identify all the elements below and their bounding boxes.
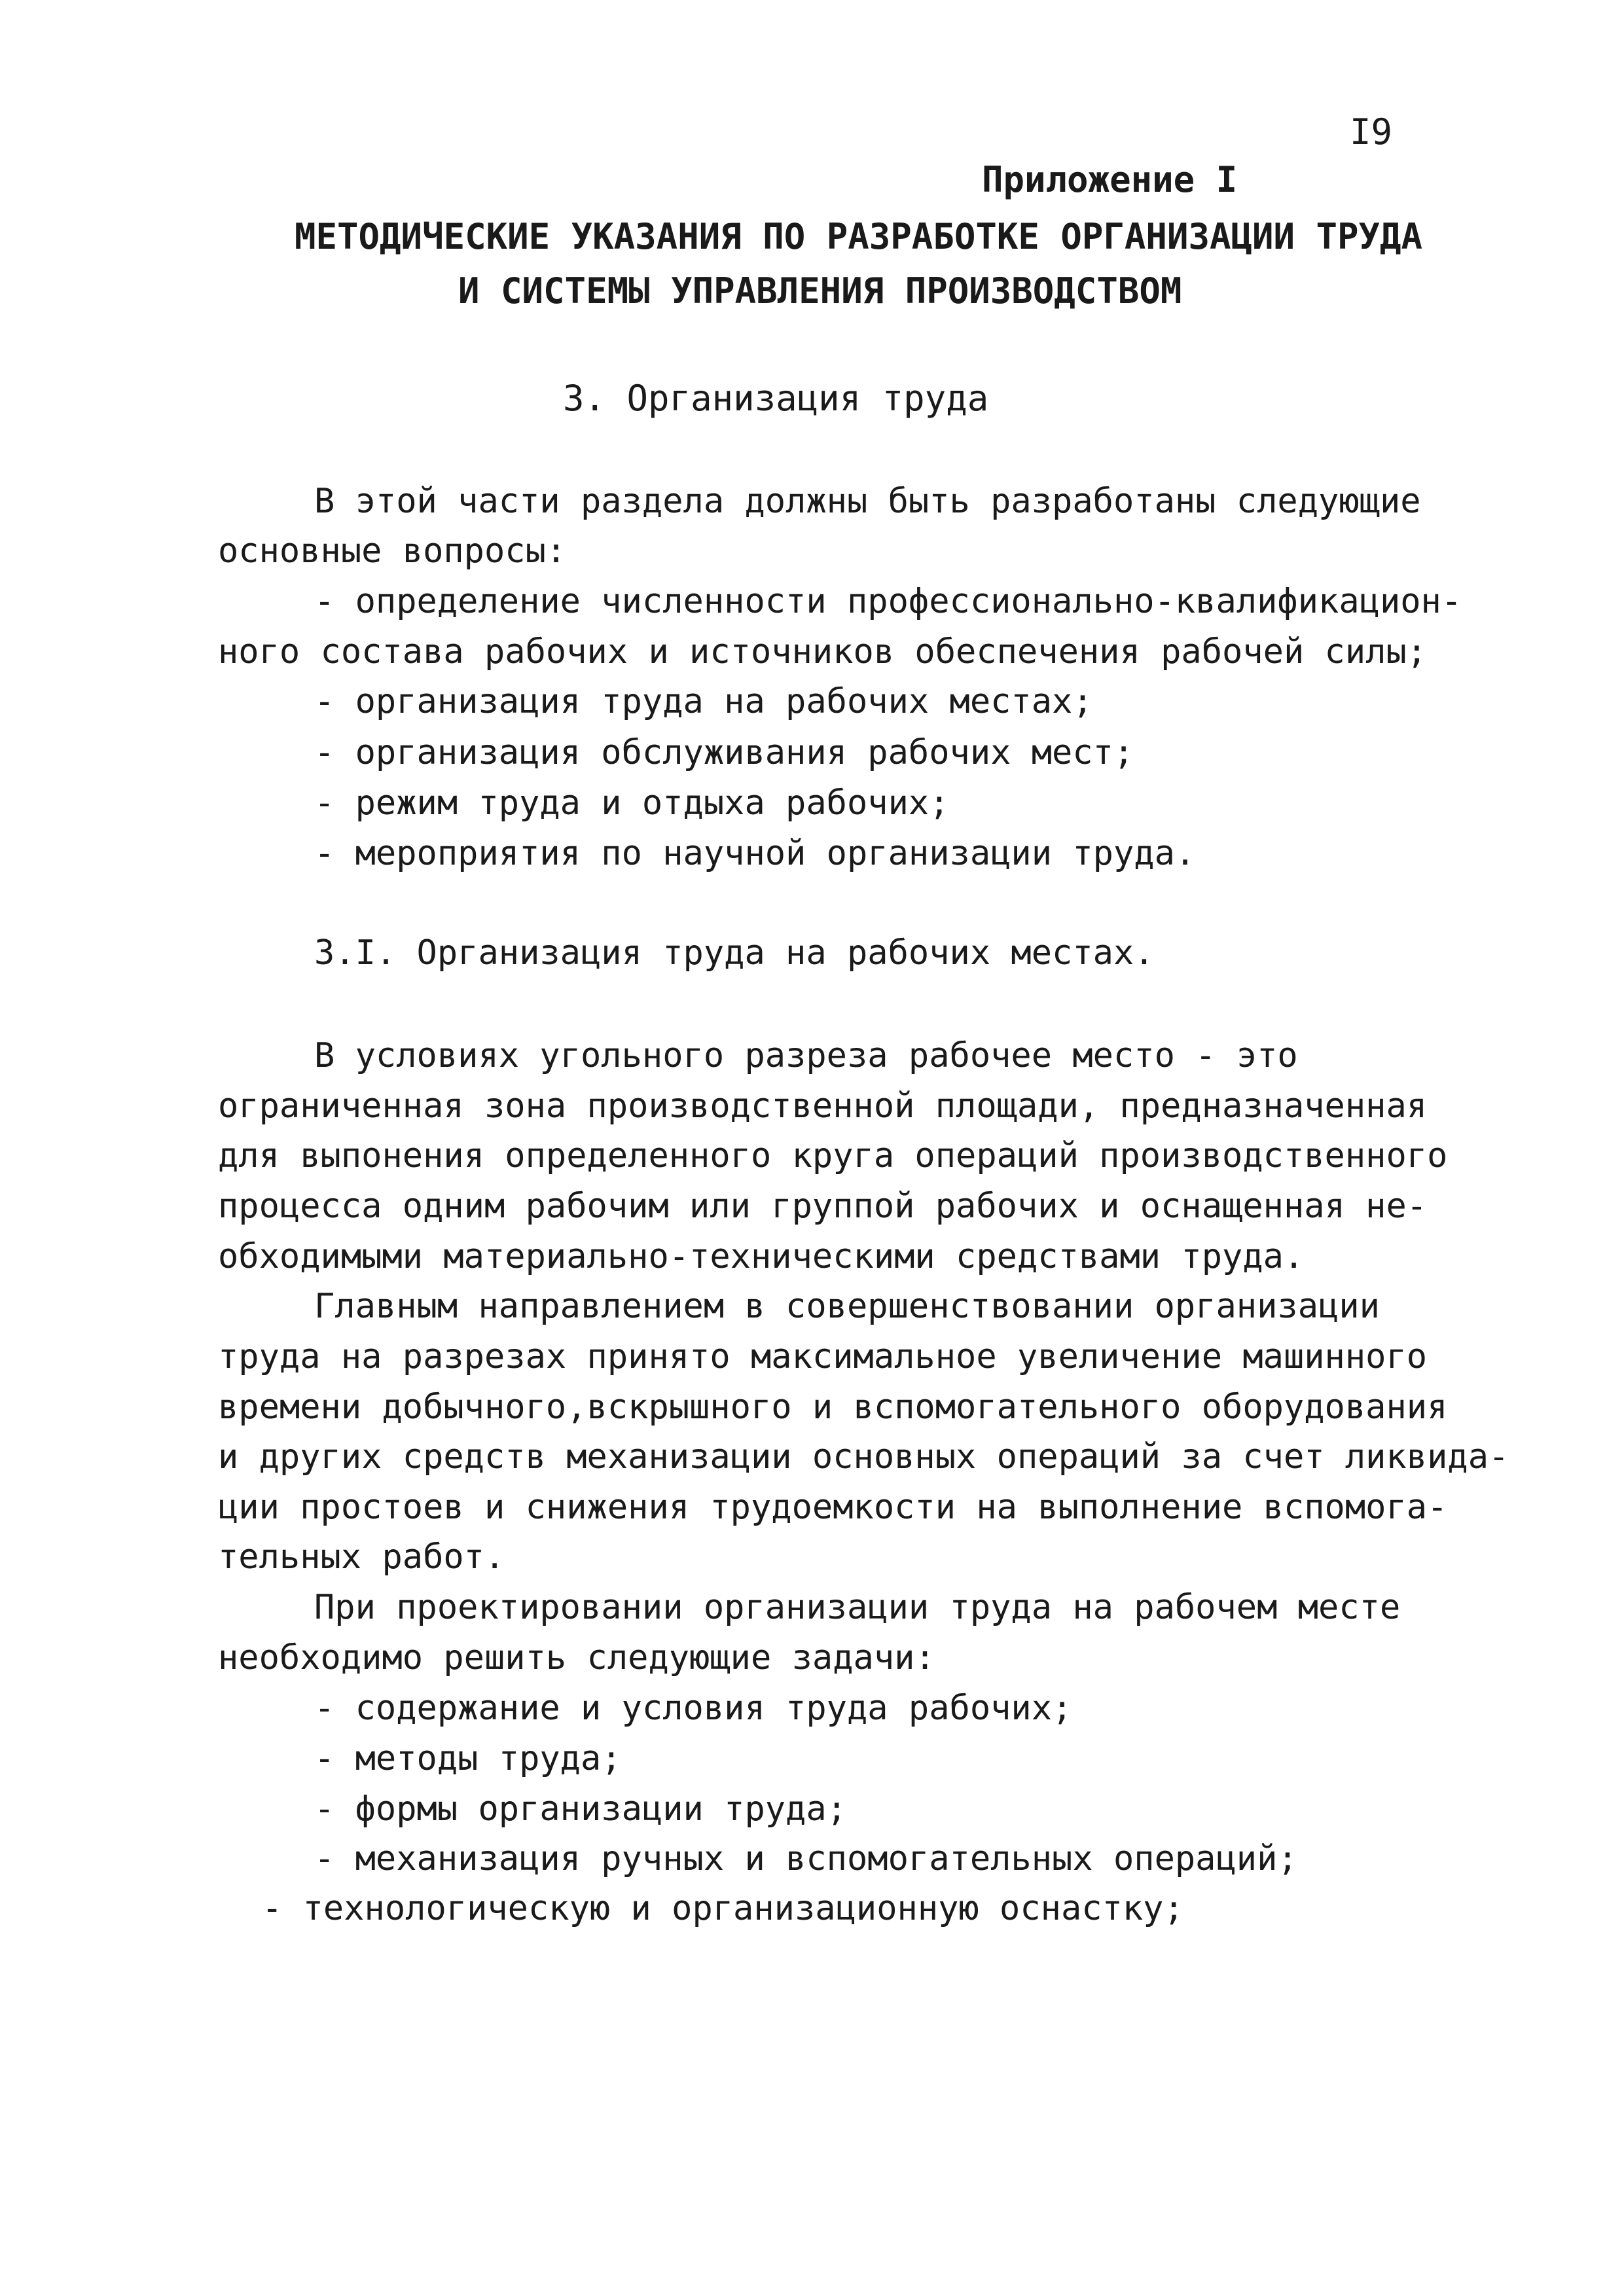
section-3-intro-line-2: основные вопросы: (218, 531, 567, 571)
section-3-bullet-3: - организация обслуживания рабочих мест; (314, 733, 1134, 772)
section-3-1-heading: 3.I. Организация труда на рабочих местах. (314, 933, 1155, 973)
section-3-1-paragraph-2-line-1: Главным направлением в совершенствовании организации (314, 1287, 1380, 1326)
section-3-1-paragraph-2-line-6: тельных работ. (218, 1537, 505, 1577)
section-3-1-paragraph-1-line-2: ограниченная зона производственной площади, предназначенная (218, 1086, 1428, 1126)
section-3-1-paragraph-1-line-3: для выпонения определенного круга операций производственного (218, 1136, 1448, 1175)
section-3-1-task-5: - технологическую и организационную оснастку; (262, 1889, 1184, 1928)
section-3-bullet-2: - организация труда на рабочих местах; (314, 682, 1093, 721)
document-title-line-2: И СИСТЕМЫ УПРАВЛЕНИЯ ПРОИЗВОДСТВОМ (458, 270, 1182, 312)
section-3-1-paragraph-1-line-5: обходимыми материально-техническими средствами труда. (218, 1237, 1305, 1276)
document-title-line-1: МЕТОДИЧЕСКИЕ УКАЗАНИЯ ПО РАЗРАБОТКЕ ОРГАНИЗАЦИИ ТРУДА (295, 216, 1423, 257)
section-3-1-task-4: - механизация ручных и вспомогательных операций; (314, 1839, 1298, 1878)
section-3-bullet-4: - режим труда и отдыха рабочих; (314, 783, 950, 823)
section-3-1-task-2: - методы труда; (314, 1739, 622, 1778)
section-3-1-paragraph-2-line-4: и других средств механизации основных операций за счет ликвида- (218, 1437, 1509, 1477)
section-3-1-paragraph-3-line-2: необходимо решить следующие задачи: (218, 1638, 935, 1677)
page-number: I9 (1350, 111, 1393, 152)
section-3-1-paragraph-3-line-1: При проектировании организации труда на рабочем месте (314, 1588, 1401, 1627)
section-3-1-paragraph-1-line-1: В условиях угольного разреза рабочее место - это (314, 1036, 1298, 1075)
appendix-label: Приложение I (982, 159, 1238, 200)
section-3-heading: 3. Организация труда (563, 378, 989, 419)
section-3-bullet-5: - мероприятия по научной организации труда. (314, 834, 1196, 873)
section-3-bullet-1-line-1: - определение численности профессионально-квалификацион- (314, 582, 1462, 621)
section-3-1-paragraph-2-line-3: времени добычного,вскрышного и вспомогательного оборудования (218, 1388, 1448, 1427)
section-3-1-task-3: - формы организации труда; (314, 1789, 847, 1829)
section-3-1-paragraph-2-line-5: ции простоев и снижения трудоемкости на выполнение вспомога- (218, 1488, 1448, 1527)
section-3-intro-line-1: В этой части раздела должны быть разработаны следующие (314, 482, 1421, 521)
section-3-bullet-1-line-2: ного состава рабочих и источников обеспечения рабочей силы; (218, 632, 1428, 672)
section-3-1-paragraph-2-line-2: труда на разрезах принято максимальное увеличение машинного (218, 1337, 1428, 1376)
section-3-1-task-1: - содержание и условия труда рабочих; (314, 1689, 1073, 1728)
section-3-1-paragraph-1-line-4: процесса одним рабочим или группой рабочих и оснащенная не- (218, 1187, 1428, 1226)
